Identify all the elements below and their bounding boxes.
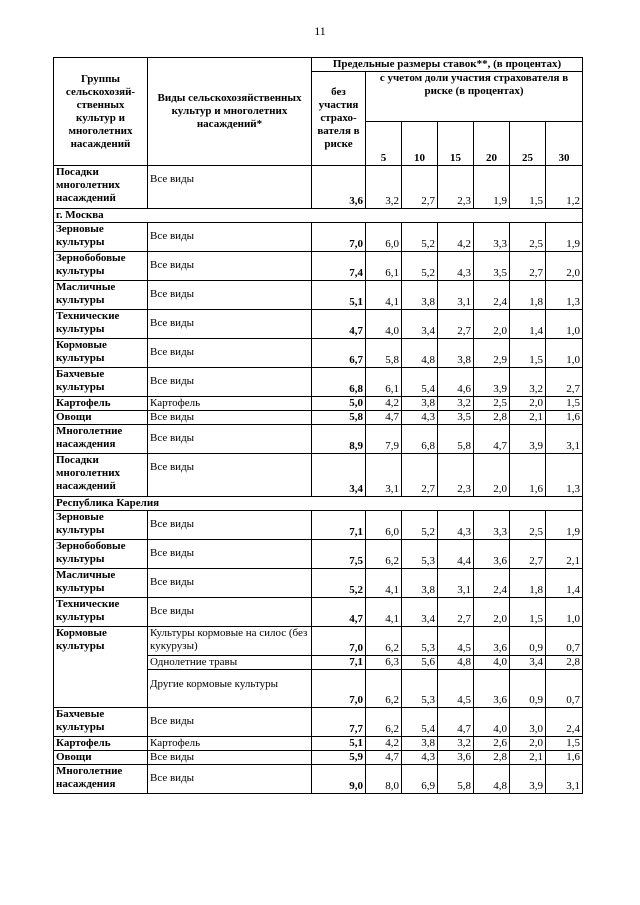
rate-without-participation: 5,8 xyxy=(312,411,366,425)
rate-without-participation: 7,0 xyxy=(312,627,366,656)
crop-group: Бахчевые культуры xyxy=(54,708,148,737)
rate-cell: 2,5 xyxy=(510,223,546,252)
rate-cell: 1,0 xyxy=(546,310,583,339)
rate-cell: 3,3 xyxy=(474,511,510,540)
rate-cell: 4,4 xyxy=(438,540,474,569)
rate-cell: 5,6 xyxy=(402,656,438,670)
rate-cell: 4,7 xyxy=(366,751,402,765)
table-row xyxy=(54,598,583,627)
rate-cell: 0,7 xyxy=(546,627,583,656)
table-row xyxy=(54,511,583,540)
rate-cell: 1,9 xyxy=(546,511,583,540)
rate-cell: 3,1 xyxy=(546,425,583,454)
rate-cell: 3,8 xyxy=(438,339,474,368)
header-share: 30 xyxy=(546,122,583,166)
rate-cell: 4,0 xyxy=(366,310,402,339)
rate-cell: 4,8 xyxy=(402,339,438,368)
crop-group: Кормовые культуры xyxy=(54,339,148,368)
crop-group: Технические культуры xyxy=(54,310,148,339)
rate-cell: 7,9 xyxy=(366,425,402,454)
rate-cell: 3,1 xyxy=(366,454,402,497)
table-row xyxy=(54,569,583,598)
crop-kind: Картофель xyxy=(148,397,312,411)
header-with-participation: с учетом доли участия страхователя в риске (в процентах) xyxy=(366,72,583,122)
crop-group: Посадки многолетних насаждений xyxy=(54,454,148,497)
header-share: 10 xyxy=(402,122,438,166)
rate-cell: 3,6 xyxy=(474,627,510,656)
rate-cell: 0,7 xyxy=(546,670,583,708)
rate-cell: 4,5 xyxy=(438,670,474,708)
rate-cell: 2,0 xyxy=(474,598,510,627)
crop-kind: Все виды xyxy=(148,708,312,737)
table-row xyxy=(54,751,583,765)
crop-kind: Все виды xyxy=(148,540,312,569)
crop-group: Картофель xyxy=(54,397,148,411)
crop-kind: Все виды xyxy=(148,511,312,540)
crop-kind: Все виды xyxy=(148,569,312,598)
rate-cell: 2,7 xyxy=(402,454,438,497)
rate-cell: 4,2 xyxy=(438,223,474,252)
rate-cell: 6,0 xyxy=(366,511,402,540)
rate-cell: 0,9 xyxy=(510,627,546,656)
rate-cell: 4,1 xyxy=(366,598,402,627)
rate-cell: 2,9 xyxy=(474,339,510,368)
header-kind-column: Виды сельскохозяйственных культур и многолетних насаждений* xyxy=(148,58,312,166)
rate-cell: 4,2 xyxy=(366,737,402,751)
page-number: 11 xyxy=(314,24,326,38)
crop-kind: Культуры кормовые на силос (без кукурузы) xyxy=(148,627,312,656)
crop-group: Зернобобовые культуры xyxy=(54,252,148,281)
region-name: Республика Карелия xyxy=(54,497,583,511)
rate-cell: 1,6 xyxy=(546,411,583,425)
header-share: 5 xyxy=(366,122,402,166)
rate-cell: 4,1 xyxy=(366,569,402,598)
rate-cell: 1,6 xyxy=(546,751,583,765)
rate-cell: 4,0 xyxy=(474,708,510,737)
rate-cell: 4,6 xyxy=(438,368,474,397)
rate-cell: 2,6 xyxy=(474,737,510,751)
table-row xyxy=(54,310,583,339)
rate-cell: 1,2 xyxy=(546,166,583,209)
rate-cell: 2,0 xyxy=(510,397,546,411)
crop-group: Масличные культуры xyxy=(54,569,148,598)
rate-cell: 1,0 xyxy=(546,598,583,627)
rate-cell: 4,5 xyxy=(438,627,474,656)
rate-cell: 2,3 xyxy=(438,166,474,209)
rate-cell: 3,0 xyxy=(510,708,546,737)
rate-cell: 3,6 xyxy=(474,670,510,708)
rate-cell: 1,8 xyxy=(510,569,546,598)
table-row xyxy=(54,425,583,454)
table-row xyxy=(54,252,583,281)
table-row xyxy=(54,166,583,209)
rate-cell: 2,7 xyxy=(510,540,546,569)
crop-kind: Все виды xyxy=(148,454,312,497)
rate-cell: 8,0 xyxy=(366,765,402,794)
crop-kind: Все виды xyxy=(148,223,312,252)
rate-cell: 3,8 xyxy=(402,397,438,411)
rate-cell: 2,8 xyxy=(474,411,510,425)
rate-cell: 4,8 xyxy=(474,765,510,794)
rate-cell: 2,4 xyxy=(474,569,510,598)
rate-cell: 4,3 xyxy=(438,252,474,281)
table-row xyxy=(54,454,583,497)
rate-cell: 3,8 xyxy=(402,569,438,598)
rate-without-participation: 5,2 xyxy=(312,569,366,598)
rate-cell: 4,1 xyxy=(366,281,402,310)
table-row xyxy=(54,223,583,252)
rate-cell: 4,3 xyxy=(402,751,438,765)
header-without-participation: без участия страхо-вателя в риске xyxy=(312,72,366,166)
rate-cell: 6,2 xyxy=(366,627,402,656)
crop-kind: Все виды xyxy=(148,252,312,281)
table-row xyxy=(54,339,583,368)
rate-cell: 5,2 xyxy=(402,511,438,540)
rate-without-participation: 6,7 xyxy=(312,339,366,368)
rate-cell: 1,5 xyxy=(546,397,583,411)
crop-kind: Другие кормовые культуры xyxy=(148,670,312,708)
rate-without-participation: 7,4 xyxy=(312,252,366,281)
header-share: 20 xyxy=(474,122,510,166)
rate-cell: 3,4 xyxy=(402,310,438,339)
crop-group: Многолетние насаждения xyxy=(54,765,148,794)
rate-cell: 2,3 xyxy=(438,454,474,497)
rate-cell: 4,0 xyxy=(474,656,510,670)
rate-cell: 3,3 xyxy=(474,223,510,252)
rate-cell: 2,0 xyxy=(546,252,583,281)
rate-cell: 6,9 xyxy=(402,765,438,794)
rate-cell: 4,7 xyxy=(366,411,402,425)
rate-without-participation: 5,0 xyxy=(312,397,366,411)
rate-cell: 3,8 xyxy=(402,737,438,751)
header-group-column: Группы сельскохозяй-ственных культур и многолетних насаждений xyxy=(54,58,148,166)
rate-cell: 5,4 xyxy=(402,368,438,397)
rate-cell: 3,9 xyxy=(510,425,546,454)
rate-cell: 1,8 xyxy=(510,281,546,310)
crop-kind: Все виды xyxy=(148,281,312,310)
rate-cell: 2,7 xyxy=(510,252,546,281)
table-row xyxy=(54,765,583,794)
table-row xyxy=(54,627,583,656)
rate-cell: 2,1 xyxy=(510,411,546,425)
rate-without-participation: 4,7 xyxy=(312,310,366,339)
rate-cell: 4,3 xyxy=(438,511,474,540)
region-name: г. Москва xyxy=(54,209,583,223)
rate-without-participation: 5,9 xyxy=(312,751,366,765)
rate-cell: 5,4 xyxy=(402,708,438,737)
rate-cell: 3,1 xyxy=(546,765,583,794)
rate-cell: 0,9 xyxy=(510,670,546,708)
rate-cell: 6,1 xyxy=(366,368,402,397)
crop-kind: Все виды xyxy=(148,751,312,765)
rate-cell: 1,3 xyxy=(546,454,583,497)
rate-cell: 1,3 xyxy=(546,281,583,310)
rate-without-participation: 7,1 xyxy=(312,511,366,540)
rate-without-participation: 3,4 xyxy=(312,454,366,497)
rate-cell: 2,7 xyxy=(546,368,583,397)
rate-without-participation: 3,6 xyxy=(312,166,366,209)
rate-without-participation: 7,1 xyxy=(312,656,366,670)
rate-cell: 2,4 xyxy=(474,281,510,310)
rate-cell: 3,4 xyxy=(402,598,438,627)
crop-group: Овощи xyxy=(54,751,148,765)
rate-cell: 6,8 xyxy=(402,425,438,454)
rate-cell: 5,8 xyxy=(366,339,402,368)
rate-cell: 3,6 xyxy=(438,751,474,765)
rate-cell: 3,2 xyxy=(366,166,402,209)
rate-cell: 5,2 xyxy=(402,223,438,252)
insurance-rates-table xyxy=(53,57,583,794)
crop-group: Зерновые культуры xyxy=(54,223,148,252)
rate-cell: 4,3 xyxy=(402,411,438,425)
rate-cell: 2,7 xyxy=(402,166,438,209)
crop-group: Овощи xyxy=(54,411,148,425)
table-row xyxy=(54,411,583,425)
rate-cell: 2,1 xyxy=(510,751,546,765)
rate-cell: 2,7 xyxy=(438,310,474,339)
rate-cell: 1,4 xyxy=(546,569,583,598)
rate-cell: 5,3 xyxy=(402,670,438,708)
table-body xyxy=(54,166,583,794)
rate-without-participation: 5,1 xyxy=(312,281,366,310)
crop-group: Посадки многолетних насаждений xyxy=(54,166,148,209)
rate-cell: 6,0 xyxy=(366,223,402,252)
rate-cell: 3,2 xyxy=(438,397,474,411)
crop-kind: Все виды xyxy=(148,411,312,425)
header-share: 25 xyxy=(510,122,546,166)
rate-cell: 3,6 xyxy=(474,540,510,569)
table-row xyxy=(54,281,583,310)
crop-kind: Все виды xyxy=(148,425,312,454)
rate-cell: 3,8 xyxy=(402,281,438,310)
rate-cell: 3,2 xyxy=(510,368,546,397)
rate-cell: 1,4 xyxy=(510,310,546,339)
header-share: 15 xyxy=(438,122,474,166)
rate-cell: 3,2 xyxy=(438,737,474,751)
rate-cell: 2,1 xyxy=(546,540,583,569)
rate-cell: 2,7 xyxy=(438,598,474,627)
rate-cell: 2,0 xyxy=(510,737,546,751)
rate-without-participation: 7,0 xyxy=(312,223,366,252)
rate-without-participation: 5,1 xyxy=(312,737,366,751)
rate-without-participation: 9,0 xyxy=(312,765,366,794)
crop-group: Бахчевые культуры xyxy=(54,368,148,397)
crop-group: Кормовые культуры xyxy=(54,627,148,708)
rate-cell: 3,4 xyxy=(510,656,546,670)
rate-without-participation: 4,7 xyxy=(312,598,366,627)
rate-cell: 5,3 xyxy=(402,540,438,569)
rate-cell: 6,2 xyxy=(366,708,402,737)
crop-kind: Все виды xyxy=(148,765,312,794)
rate-cell: 4,8 xyxy=(438,656,474,670)
rate-without-participation: 7,5 xyxy=(312,540,366,569)
rate-without-participation: 7,0 xyxy=(312,670,366,708)
rate-cell: 5,2 xyxy=(402,252,438,281)
rate-without-participation: 8,9 xyxy=(312,425,366,454)
rate-cell: 3,9 xyxy=(510,765,546,794)
rate-without-participation: 7,7 xyxy=(312,708,366,737)
rate-cell: 6,2 xyxy=(366,540,402,569)
table-row xyxy=(54,397,583,411)
rate-cell: 5,8 xyxy=(438,765,474,794)
rate-cell: 1,5 xyxy=(510,598,546,627)
crop-kind: Все виды xyxy=(148,166,312,209)
rate-cell: 3,9 xyxy=(474,368,510,397)
rate-cell: 2,5 xyxy=(510,511,546,540)
rate-cell: 3,1 xyxy=(438,569,474,598)
crop-kind: Все виды xyxy=(148,368,312,397)
rate-cell: 5,8 xyxy=(438,425,474,454)
rate-cell: 2,8 xyxy=(546,656,583,670)
rate-cell: 1,0 xyxy=(546,339,583,368)
table-row xyxy=(54,737,583,751)
rate-cell: 2,4 xyxy=(546,708,583,737)
rate-cell: 4,2 xyxy=(366,397,402,411)
crop-kind: Все виды xyxy=(148,598,312,627)
rate-cell: 1,9 xyxy=(546,223,583,252)
crop-kind: Однолетние травы xyxy=(148,656,312,670)
rate-cell: 2,0 xyxy=(474,310,510,339)
region-row xyxy=(54,497,583,511)
rate-cell: 4,7 xyxy=(474,425,510,454)
rate-cell: 1,5 xyxy=(510,339,546,368)
crop-group: Многолетние насаждения xyxy=(54,425,148,454)
crop-group: Зерновые культуры xyxy=(54,511,148,540)
rate-cell: 1,9 xyxy=(474,166,510,209)
rate-cell: 4,7 xyxy=(438,708,474,737)
rate-cell: 3,1 xyxy=(438,281,474,310)
rate-cell: 6,1 xyxy=(366,252,402,281)
table-row xyxy=(54,368,583,397)
region-row xyxy=(54,209,583,223)
rate-without-participation: 6,8 xyxy=(312,368,366,397)
crop-group: Картофель xyxy=(54,737,148,751)
rate-cell: 1,6 xyxy=(510,454,546,497)
table-row xyxy=(54,540,583,569)
rate-cell: 3,5 xyxy=(438,411,474,425)
header-limits-title: Предельные размеры ставок**, (в процентах) xyxy=(312,58,583,72)
rate-cell: 6,3 xyxy=(366,656,402,670)
crop-group: Зернобобовые культуры xyxy=(54,540,148,569)
rate-cell: 3,5 xyxy=(474,252,510,281)
crop-group: Технические культуры xyxy=(54,598,148,627)
crop-kind: Все виды xyxy=(148,339,312,368)
rate-cell: 2,5 xyxy=(474,397,510,411)
crop-kind: Все виды xyxy=(148,310,312,339)
rate-cell: 6,2 xyxy=(366,670,402,708)
table-row xyxy=(54,708,583,737)
rate-cell: 1,5 xyxy=(546,737,583,751)
rate-cell: 2,0 xyxy=(474,454,510,497)
rate-cell: 1,5 xyxy=(510,166,546,209)
rate-cell: 2,8 xyxy=(474,751,510,765)
rate-cell: 5,3 xyxy=(402,627,438,656)
crop-kind: Картофель xyxy=(148,737,312,751)
crop-group: Масличные культуры xyxy=(54,281,148,310)
